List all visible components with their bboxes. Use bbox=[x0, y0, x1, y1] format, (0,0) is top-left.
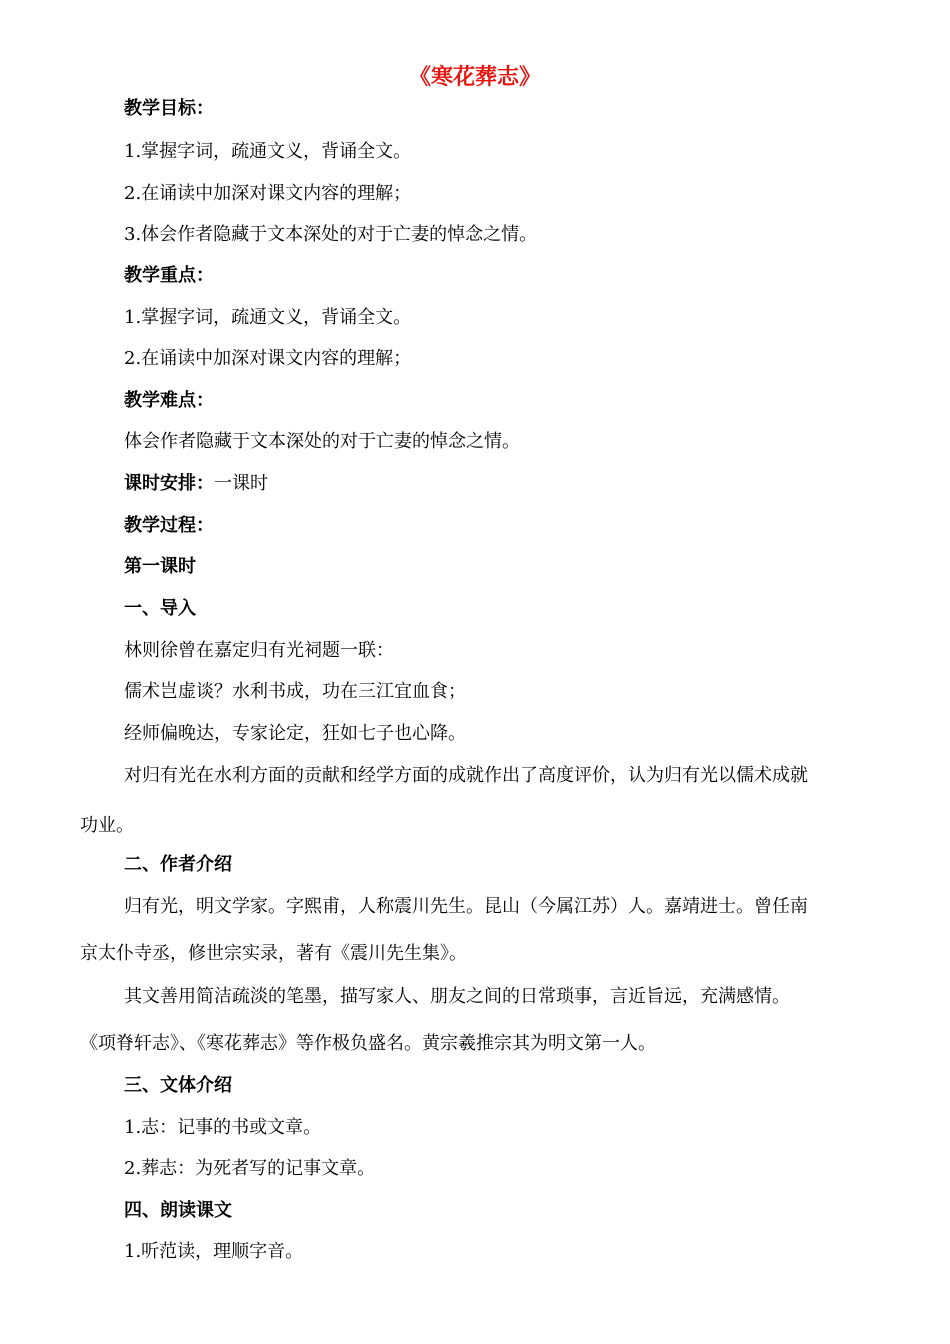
schedule-label: 课时安排： bbox=[124, 473, 214, 494]
document-title: 《寒花葬志》 bbox=[408, 65, 541, 90]
key-points-heading: 教学重点： bbox=[124, 265, 214, 286]
schedule-line bbox=[124, 472, 268, 496]
author-paragraph-line: 归有光，明文学家。字熙甫，人称震川先生。昆山（今属江苏）人。嘉靖进士。曾任南 bbox=[124, 896, 808, 917]
schedule-value: 一课时 bbox=[214, 473, 268, 494]
lesson-heading: 第一课时 bbox=[124, 556, 196, 577]
objective-item: 1.掌握字词，疏通文义，背诵全文。 bbox=[124, 141, 412, 162]
intro-paragraph-line: 功业。 bbox=[80, 815, 134, 836]
genre-item: 2.葬志：为死者写的记事文章。 bbox=[124, 1158, 376, 1179]
author-paragraph-line: 京太仆寺丞，修世宗实录，著有《震川先生集》。 bbox=[80, 943, 467, 964]
author-paragraph-line: 其文善用简洁疏淡的笔墨，描写家人、朋友之间的日常琐事，言近旨远，充满感情。 bbox=[124, 986, 790, 1007]
key-point-item: 2.在诵读中加深对课文内容的理解； bbox=[124, 348, 412, 369]
difficulties-text: 体会作者隐藏于文本深处的对于亡妻的悼念之情。 bbox=[124, 431, 520, 452]
reading-heading: 四、朗读课文 bbox=[124, 1200, 232, 1221]
couplet-line: 经师偏晚达，专家论定，狂如七子也心降。 bbox=[124, 723, 466, 744]
author-paragraph-line: 《项脊轩志》、《寒花葬志》等作极负盛名。黄宗羲推宗其为明文第一人。 bbox=[80, 1033, 656, 1054]
process-heading: 教学过程： bbox=[124, 515, 214, 536]
objective-item: 2.在诵读中加深对课文内容的理解； bbox=[124, 183, 412, 204]
intro-heading: 一、导入 bbox=[124, 598, 196, 619]
intro-line: 林则徐曾在嘉定归有光祠题一联： bbox=[124, 640, 394, 661]
objectives-heading: 教学目标： bbox=[124, 98, 214, 119]
key-point-item: 1.掌握字词，疏通文义，背诵全文。 bbox=[124, 307, 412, 328]
genre-item: 1.志：记事的书或文章。 bbox=[124, 1117, 322, 1138]
author-heading: 二、作者介绍 bbox=[124, 854, 232, 875]
genre-heading: 三、文体介绍 bbox=[124, 1075, 232, 1096]
difficulties-heading: 教学难点： bbox=[124, 390, 214, 411]
objective-item: 3.体会作者隐藏于文本深处的对于亡妻的悼念之情。 bbox=[124, 224, 538, 245]
couplet-line: 儒术岂虚谈？水利书成，功在三江宜血食； bbox=[124, 681, 466, 702]
intro-paragraph-line: 对归有光在水利方面的贡献和经学方面的成就作出了高度评价，认为归有光以儒术成就 bbox=[124, 765, 808, 786]
reading-item: 1.听范读，理顺字音。 bbox=[124, 1241, 304, 1262]
